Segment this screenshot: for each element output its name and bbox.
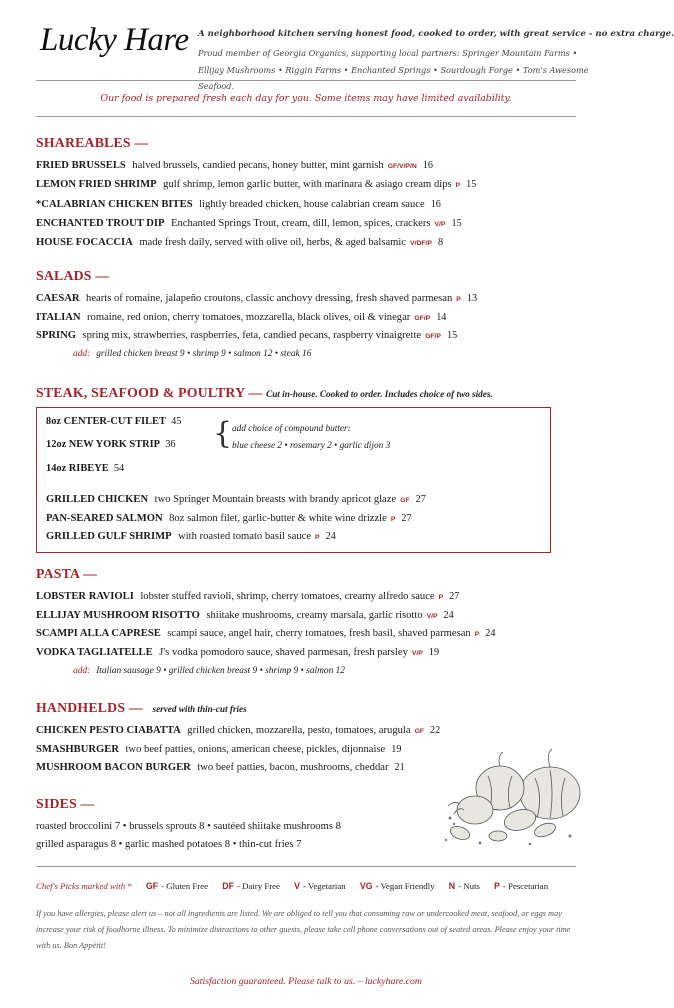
diet-tag: V/P xyxy=(434,220,446,228)
addons-text: Italian sausage 9 • grilled chicken breast 9 • shrimp 9 • salmon 12 xyxy=(96,666,345,676)
handhelds-heading xyxy=(36,700,247,716)
item-desc: two beef patties, onions, american cheese, pickles, dijonnaise xyxy=(125,743,386,755)
menu-item xyxy=(36,647,439,658)
item-price: 15 xyxy=(451,217,462,229)
diet-tag: GF/V/P/N xyxy=(387,163,417,170)
legend-label: - Vegan Friendly xyxy=(375,881,435,891)
item-price: 19 xyxy=(391,743,402,755)
item-name: VODKA TAGLIATELLE xyxy=(36,647,153,659)
menu-item xyxy=(36,610,454,621)
diet-tag: P xyxy=(390,515,396,523)
item-desc: 8oz salmon filet, garlic-butter & white wine drizzle xyxy=(169,512,387,524)
menu-item xyxy=(36,628,495,639)
item-name: GRILLED GULF SHRIMP xyxy=(46,531,172,543)
item-price: 21 xyxy=(394,762,405,774)
item-price: 8 xyxy=(437,237,444,249)
menu-item xyxy=(36,330,457,341)
item-name: *CALABRIAN CHICKEN BITES xyxy=(36,198,193,210)
item-desc: gulf shrimp, lemon garlic butter, with marinara & asiago cream dips xyxy=(163,179,452,191)
legend-label: - Nuts xyxy=(458,881,480,891)
legend-code: V xyxy=(294,881,301,891)
garlic-illustration-icon xyxy=(440,748,590,853)
item-price: 24 xyxy=(325,531,336,543)
diet-tag: GF/P xyxy=(425,333,441,341)
legend-code: P xyxy=(494,881,500,891)
item-price: 16 xyxy=(430,198,441,210)
item-price: 27 xyxy=(415,494,426,505)
item-name: SMASHBURGER xyxy=(36,743,119,755)
divider xyxy=(36,80,576,81)
menu-item xyxy=(36,591,459,602)
menu-item xyxy=(36,762,405,773)
item-name: GRILLED CHICKEN xyxy=(46,494,149,505)
diet-tag: GF xyxy=(414,728,425,735)
diet-tag: P xyxy=(455,182,461,190)
diet-tag: P xyxy=(315,534,320,542)
brace-decoration: { xyxy=(213,416,233,451)
menu-item xyxy=(36,179,476,190)
menu-item xyxy=(36,199,441,210)
handhelds-note: served with thin-cut fries xyxy=(152,704,247,714)
item-price: 27 xyxy=(449,591,460,602)
item-price: 15 xyxy=(446,330,458,342)
item-name: ELLIJAY MUSHROOM RISOTTO xyxy=(36,609,200,621)
menu-item xyxy=(46,531,336,542)
menu-item xyxy=(46,513,412,524)
steak-title: STEAK, SEAFOOD & POULTRY — xyxy=(36,385,263,400)
steak-heading xyxy=(36,385,493,401)
item-desc: two beef patties, bacon, mushrooms, cheddar xyxy=(197,762,389,774)
diet-tag: V/DF/P xyxy=(410,240,432,248)
steak-cut xyxy=(46,463,124,474)
legend-label: - Dairy Free xyxy=(236,881,280,891)
chefs-picks-note: Chef's Picks marked with * xyxy=(36,881,132,891)
footer-text: Satisfaction guaranteed. Please talk to us. – luckyhare.com xyxy=(190,976,422,987)
item-desc: grilled chicken, mozzarella, pesto, tomatoes, arugula xyxy=(187,725,411,736)
partners-text: Proud member of Georgia Organics, supporting local partners: Springer Mountain Farms • Ellijay Mushrooms • Riggin Farms • Enchanted Springs • Sourdough Forge • Tom's Awesome Seafood. xyxy=(198,48,589,91)
item-desc: two Springer Mountain breasts with brandy apricot glaze xyxy=(154,494,397,505)
legend-code: DF xyxy=(222,881,234,891)
item-price: 15 xyxy=(466,179,477,191)
sides-heading: SIDES — xyxy=(36,796,95,811)
legend-label: - Pescetarian xyxy=(502,881,549,891)
divider xyxy=(36,866,576,867)
diet-tag: GF/P xyxy=(414,314,431,322)
menu-item xyxy=(36,725,440,736)
steak-cut xyxy=(46,416,182,427)
item-name: SCAMPI ALLA CAPRESE xyxy=(36,628,161,640)
diet-tag: V/P xyxy=(411,650,423,658)
pasta-heading: PASTA — xyxy=(36,566,98,581)
diet-tag: V/P xyxy=(426,612,438,620)
cut-price: 45 xyxy=(171,416,182,427)
salads-heading: SALADS — xyxy=(36,268,110,283)
item-desc: shiitake mushrooms, creamy marsala, garlic risotto xyxy=(206,609,423,621)
menu-item xyxy=(36,744,401,755)
item-name: ENCHANTED TROUT DIP xyxy=(36,217,165,229)
diet-tag: P xyxy=(474,631,480,639)
item-price: 24 xyxy=(443,609,454,621)
pasta-addons xyxy=(73,666,345,676)
item-desc: Enchanted Springs Trout, cream, dill, lemon, spices, crackers xyxy=(171,217,431,229)
item-desc: lobster stuffed ravioli, shrimp, cherry tomatoes, creamy alfredo sauce xyxy=(140,591,435,602)
tagline: A neighborhood kitchen serving honest food, cooked to order, with great service - no extra charge. xyxy=(198,29,674,39)
menu-item xyxy=(46,494,426,505)
item-desc: hearts of romaine, jalapeño croutons, classic anchovy dressing, fresh shaved parmesan xyxy=(86,293,453,304)
diet-tag: GF xyxy=(400,497,410,504)
item-name: CHICKEN PESTO CIABATTA xyxy=(36,725,181,736)
addons-text: grilled chicken breast 9 • shrimp 9 • salmon 12 • steak 16 xyxy=(96,349,312,359)
item-name: ITALIAN xyxy=(36,311,81,323)
legend-label: - Vegetarian xyxy=(303,881,346,891)
diet-tag: P xyxy=(438,594,444,601)
item-price: 14 xyxy=(436,311,447,323)
steak-cut xyxy=(46,439,176,450)
item-desc: scampi sauce, angel hair, cherry tomatoes, fresh basil, shaved parmesan xyxy=(167,628,471,640)
menu-item xyxy=(36,237,443,248)
item-name: LOBSTER RAVIOLI xyxy=(36,591,134,602)
item-name: FRIED BRUSSELS xyxy=(36,160,126,171)
item-price: 16 xyxy=(422,160,433,171)
cut-name: 8oz CENTER-CUT FILET xyxy=(46,416,166,427)
butter-options: blue cheese 2 • rosemary 2 • garlic dijon 3 xyxy=(232,441,391,451)
item-desc: lightly breaded chicken, house calabrian cream sauce xyxy=(199,198,425,210)
item-name: LEMON FRIED SHRIMP xyxy=(36,179,157,191)
legend-code: VG xyxy=(359,881,373,891)
item-desc: J's vodka pomodoro sauce, shaved parmesan, fresh parsley xyxy=(159,647,408,659)
legend-code: GF xyxy=(145,881,159,891)
handhelds-title: HANDHELDS — xyxy=(36,700,143,715)
item-price: 19 xyxy=(428,647,440,659)
menu-item xyxy=(36,293,477,304)
allergy-disclaimer: If you have allergies, please alert us – not all ingredients are listed. We are obliged to tell you that consuming raw or undercooked meat, seafood, or eggs may increase your risk of foodborne illness. To minimize distractions to other guests, please take cell phone conversations out of seated areas. Please enjoy your time with us. Bon Appétit! xyxy=(36,909,571,950)
item-price: 27 xyxy=(401,512,412,524)
item-name: MUSHROOM BACON BURGER xyxy=(36,762,191,774)
item-name: PAN-SEARED SALMON xyxy=(46,512,163,524)
item-desc: with roasted tomato basil sauce xyxy=(178,531,312,543)
menu-item xyxy=(36,160,433,171)
cut-price: 54 xyxy=(113,463,125,474)
item-desc: spring mix, strawberries, raspberries, feta, candied pecans, raspberry vinaigrette xyxy=(82,330,422,342)
item-price: 13 xyxy=(466,293,478,304)
shareables-heading: SHAREABLES — xyxy=(36,135,149,150)
item-desc: made fresh daily, served with olive oil, herbs, & aged balsamic xyxy=(139,237,407,249)
item-price: 22 xyxy=(430,725,441,736)
item-name: CAESAR xyxy=(36,293,80,304)
sides-line: grilled asparagus 8 • garlic mashed potatoes 8 • thin-cut fries 7 xyxy=(36,839,302,850)
addons-label: add: xyxy=(73,666,91,676)
dietary-legend xyxy=(36,881,548,891)
cut-price: 36 xyxy=(165,439,176,450)
cut-name: 14oz RIBEYE xyxy=(46,463,109,474)
butter-title: add choice of compound butter: xyxy=(232,424,351,434)
item-desc: romaine, red onion, cherry tomatoes, mozzarella, black olives, oil & vinegar xyxy=(87,311,411,323)
item-name: SPRING xyxy=(36,330,77,342)
menu-item xyxy=(36,312,446,323)
divider xyxy=(36,116,576,117)
legend-code: N xyxy=(448,881,456,891)
item-desc: halved brussels, candied pecans, honey butter, mint garnish xyxy=(132,160,384,171)
item-price: 24 xyxy=(485,628,496,640)
freshness-notice: Our food is prepared fresh each day for you. Some items may have limited availability. xyxy=(100,93,512,104)
legend-label: - Gluten Free xyxy=(161,881,209,891)
cut-name: 12oz NEW YORK STRIP xyxy=(46,439,161,450)
salad-addons xyxy=(73,349,311,359)
item-name: HOUSE FOCACCIA xyxy=(36,237,133,249)
sides-line: roasted broccolini 7 • brussels sprouts 8 • sautéed shiitake mushrooms 8 xyxy=(36,821,341,832)
menu-item xyxy=(36,218,462,229)
steak-note: Cut in-house. Cooked to order. Includes choice of two sides. xyxy=(266,389,493,399)
addons-label: add: xyxy=(73,349,91,359)
logo: Lucky Hare xyxy=(40,22,189,58)
diet-tag: P xyxy=(456,296,461,303)
